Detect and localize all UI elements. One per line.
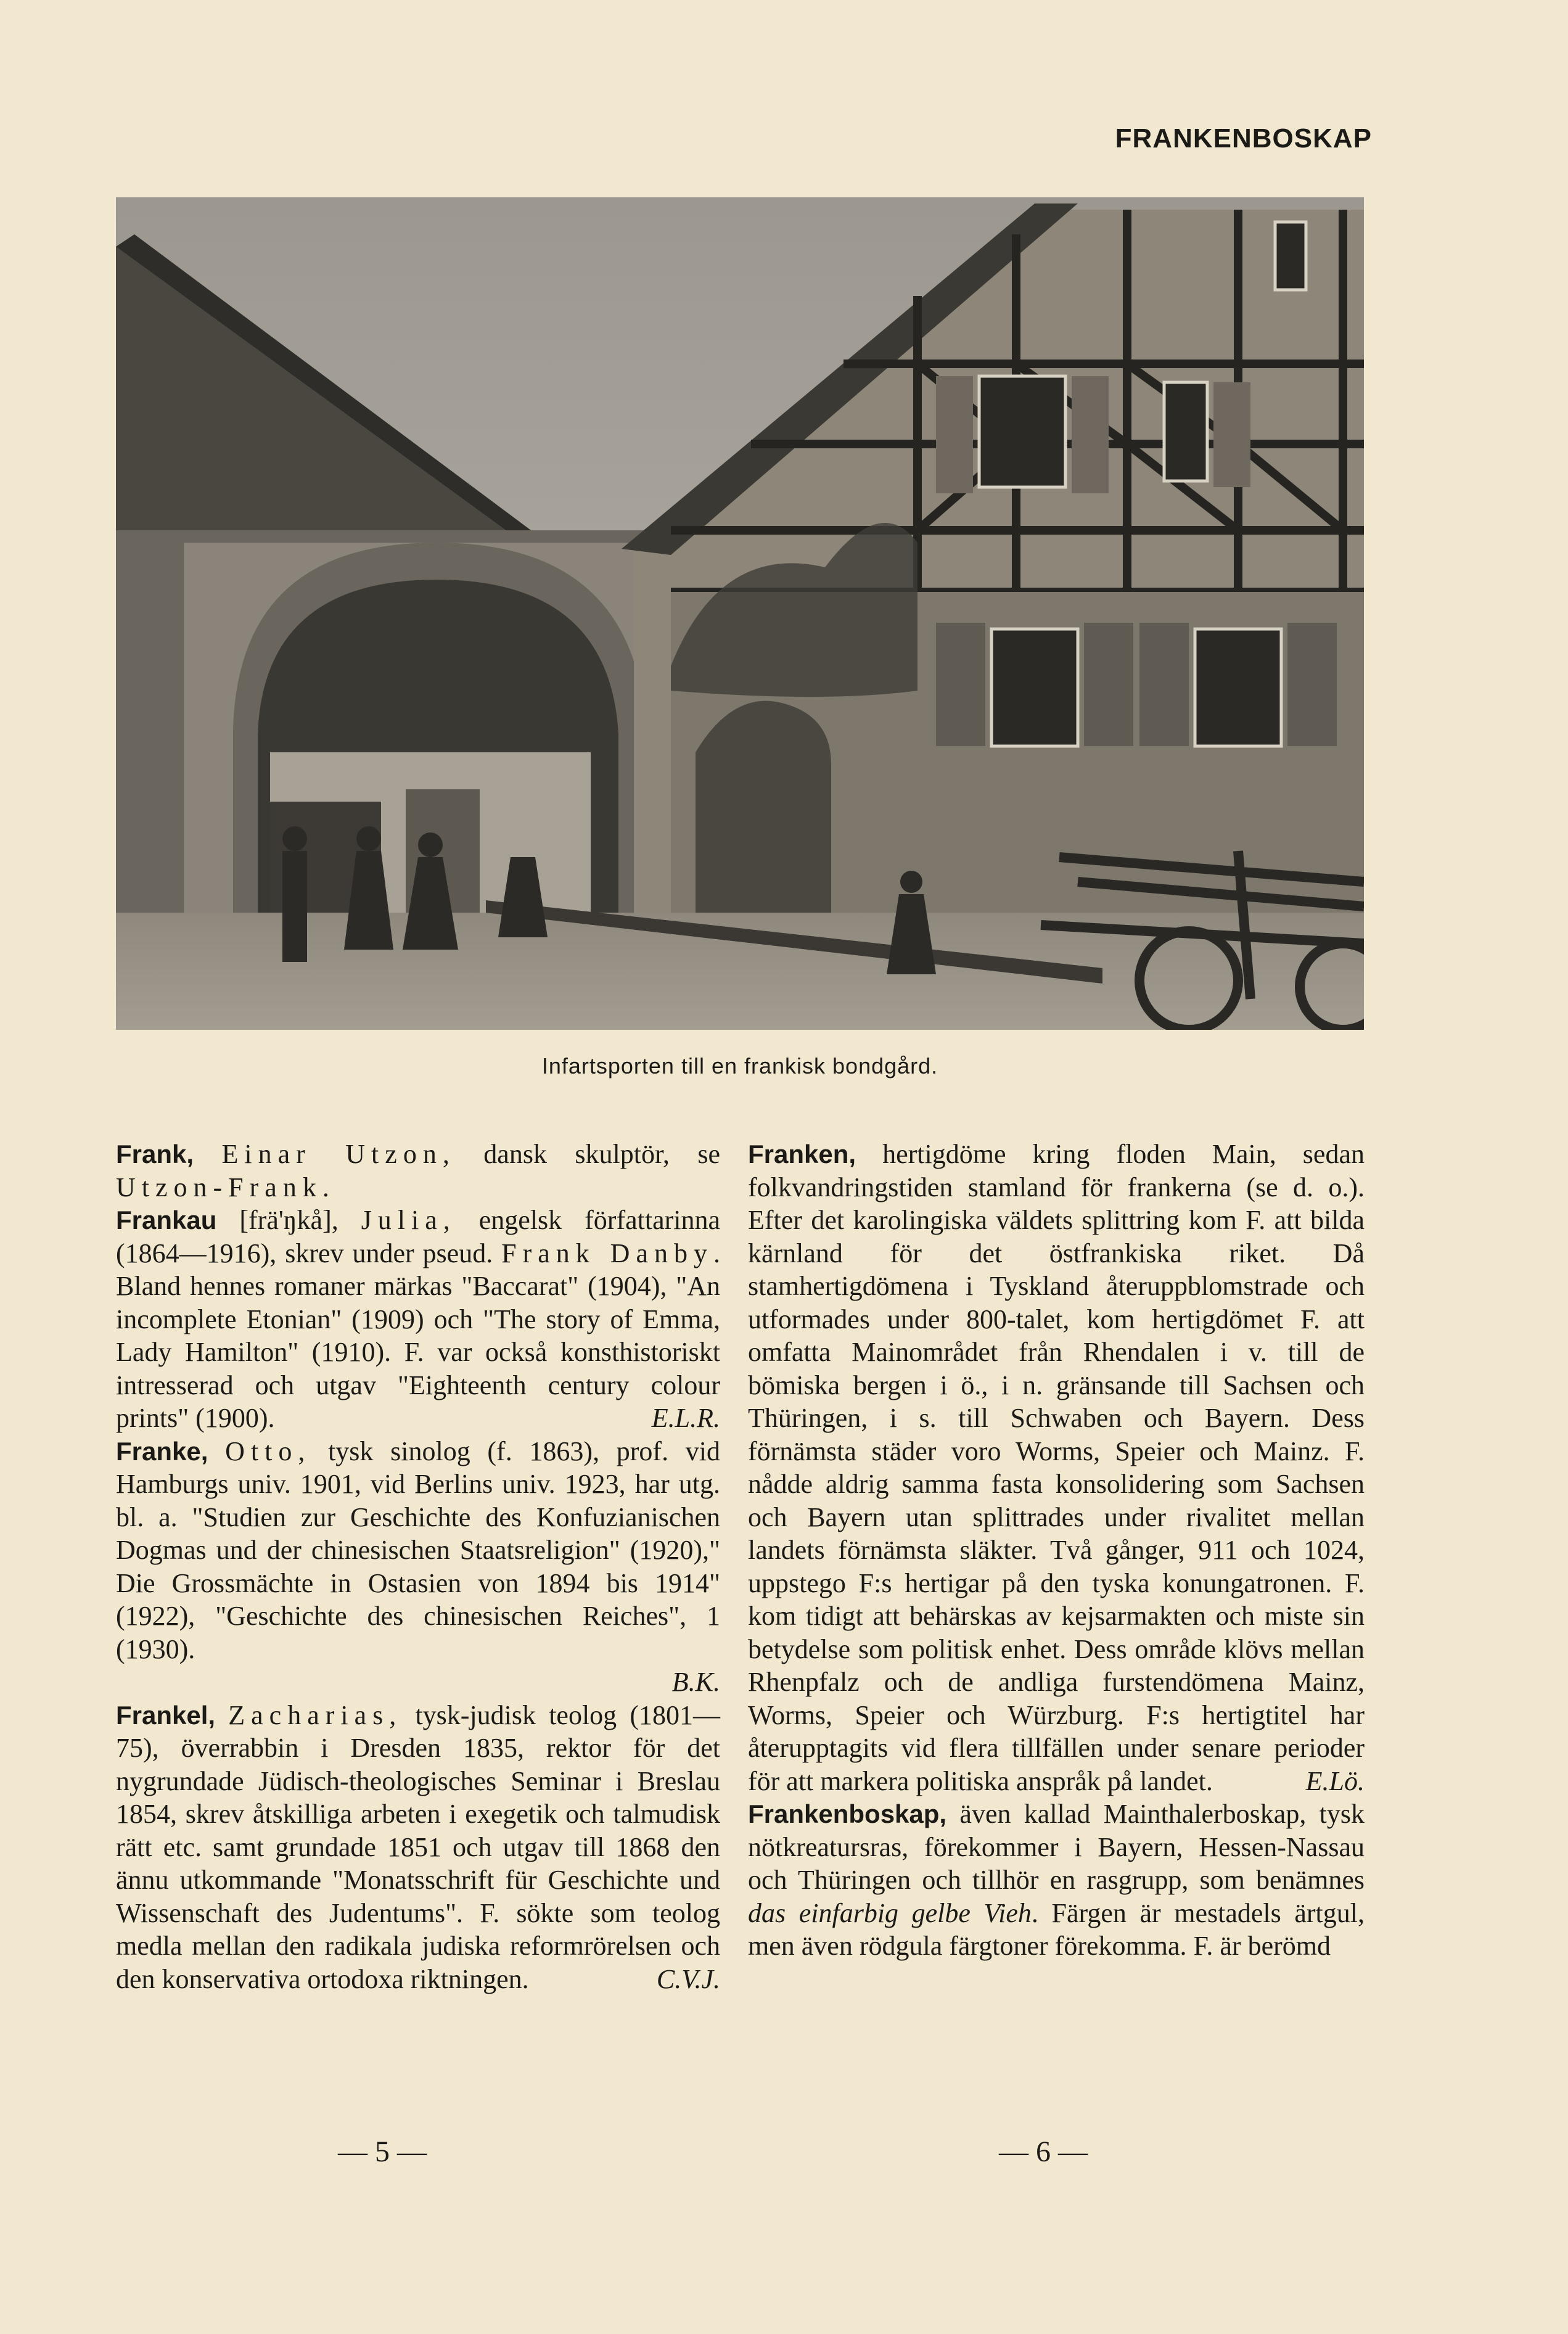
signature-franken: E.Lö. bbox=[1305, 1765, 1365, 1796]
right-column bbox=[748, 1138, 1365, 1963]
farmyard-photo-illustration bbox=[116, 197, 1364, 1030]
signature-frankau: E.L.R. bbox=[651, 1403, 720, 1433]
entry-text: . bbox=[322, 1172, 329, 1202]
farmyard-photo bbox=[116, 197, 1364, 1030]
entry-text: tysk sinolog (f. 1863), prof. vid Hamburgs univ. 1901, vid Berlins univ. 1923, har utg. bl. a. "Studien zur Geschichte des Konfuzianischen Dogmas und der chinesischen Staatsreligion" (1920)," Die Grossmächte in Ostasien von 1894 bis 1914" (1922), "Geschichte des chinesischen Reiches", 1 (1930). bbox=[116, 1436, 721, 1664]
running-head: FRANKENBOSKAP bbox=[1115, 123, 1372, 154]
figure-caption: Infartsporten till en frankisk bondgård. bbox=[541, 1053, 938, 1079]
entry-text: . Bland hennes romaner märkas "Baccarat" (1904), "An incomplete Etonian" (1909) och "The story of Emma, Lady Hamilton" (1910). F. var också konsthistoriskt intresserad och utgav "Eighteenth century colour prints" (1900). bbox=[116, 1238, 720, 1433]
headword-franke: Franke, bbox=[116, 1436, 208, 1466]
name-frank: Einar Utzon, bbox=[221, 1139, 456, 1169]
name-franke: Otto, bbox=[225, 1436, 311, 1466]
page-number-left: — 5 — bbox=[338, 2135, 427, 2168]
left-column bbox=[116, 1138, 720, 1995]
headword-frankenboskap: Frankenboskap, bbox=[748, 1799, 947, 1828]
entry-frankenboskap bbox=[748, 1798, 1365, 1963]
pseudonym: Frank Danby bbox=[501, 1238, 713, 1268]
cross-reference-utzon-frank: Utzon-Frank bbox=[116, 1172, 322, 1202]
entry-text: . Färgen är mestadels ärtgul, men även rödgula färgtoner förekomma. F. är berömd bbox=[748, 1897, 1365, 1961]
signature-frankel: C.V.J. bbox=[656, 1963, 720, 1994]
headword-frankel: Frankel, bbox=[116, 1700, 216, 1730]
headword-frank: Frank, bbox=[116, 1140, 194, 1169]
entry-frankau bbox=[116, 1204, 720, 1435]
entry-text: dansk skulptör, se bbox=[455, 1139, 721, 1169]
name-frankel: Zacharias, bbox=[228, 1699, 403, 1730]
entry-franken bbox=[748, 1138, 1365, 1798]
entry-text: [frä'ŋkå], bbox=[216, 1205, 361, 1235]
headword-frankau: Frankau bbox=[116, 1206, 217, 1235]
page-number-right: — 6 — bbox=[999, 2135, 1088, 2168]
entry-text: engelsk författarinna (1864—1916), skrev under pseud. bbox=[116, 1205, 721, 1268]
entry-franke bbox=[116, 1435, 720, 1699]
entry-frankel bbox=[116, 1699, 720, 1996]
breed-group-term: das einfarbig gelbe Vieh bbox=[748, 1897, 1032, 1928]
entry-text: hertigdöme kring floden Main, sedan folkvandringstiden stamland för frankerna (se d. o.). Efter det karolingiska väldets splittring kom F. att bilda kärnland för det östfrankiska riket. Då stamhertigdömena i Tyskland återuppblomstrade och utformades under 800-talet, kom hertigdömet F. att omfatta Mainområdet från Rhendalen i v. till de bömiska bergen i ö., i n. gränsande till Sachsen och Thüringen, i s. till Schwaben och Bayern. Dess förnämsta städer voro Worms, Speier och Mainz. F. nådde aldrig samma fasta konsolidering som Sachsen och Bayern utan splittrades under rivalitet mellan landets förnämsta släkter. Två gånger, 911 och 1024, uppstego F:s hertigar på den tyska konungatronen. F. kom tidigt att behärskas av kejsarmakten och miste sin betydelse som politisk enhet. Dess område klövs mellan Rhenpfalz och de andliga furstendömena Mainz, Worms, Speier och Würzburg. F:s hertigtitel har återupptagits vid flera tillfällen under senare perioder för att markera politiska anspråk på landet. bbox=[748, 1139, 1365, 1796]
entry-text: tysk-judisk teolog (1801—75), överrabbin i Dresden 1835, rektor för det nygrundade Jüdisch-theologisches Seminar i Breslau 1854, skrev åtskilliga arbeten i exegetik och talmudisk rätt etc. samt grundade 1851 och utgav till 1868 den ännu utkommande "Monatsschrift für Geschichte und Wissenschaft des Judentums". F. sökte som teolog medla mellan den radikala judiska reformrörelsen och den konservativa ortodoxa riktningen. bbox=[116, 1699, 721, 1994]
headword-franken: Franken, bbox=[748, 1140, 856, 1169]
entry-frank bbox=[116, 1138, 720, 1204]
signature-franke: B.K. bbox=[671, 1667, 720, 1697]
entry-text: även kallad Mainthalerboskap, tysk nötkreatursras, förekommer i Bayern, Hessen-Nassau och Thüringen och tillhör en rasgrupp, som benämnes bbox=[748, 1799, 1365, 1895]
name-frankau: Julia, bbox=[361, 1205, 456, 1235]
